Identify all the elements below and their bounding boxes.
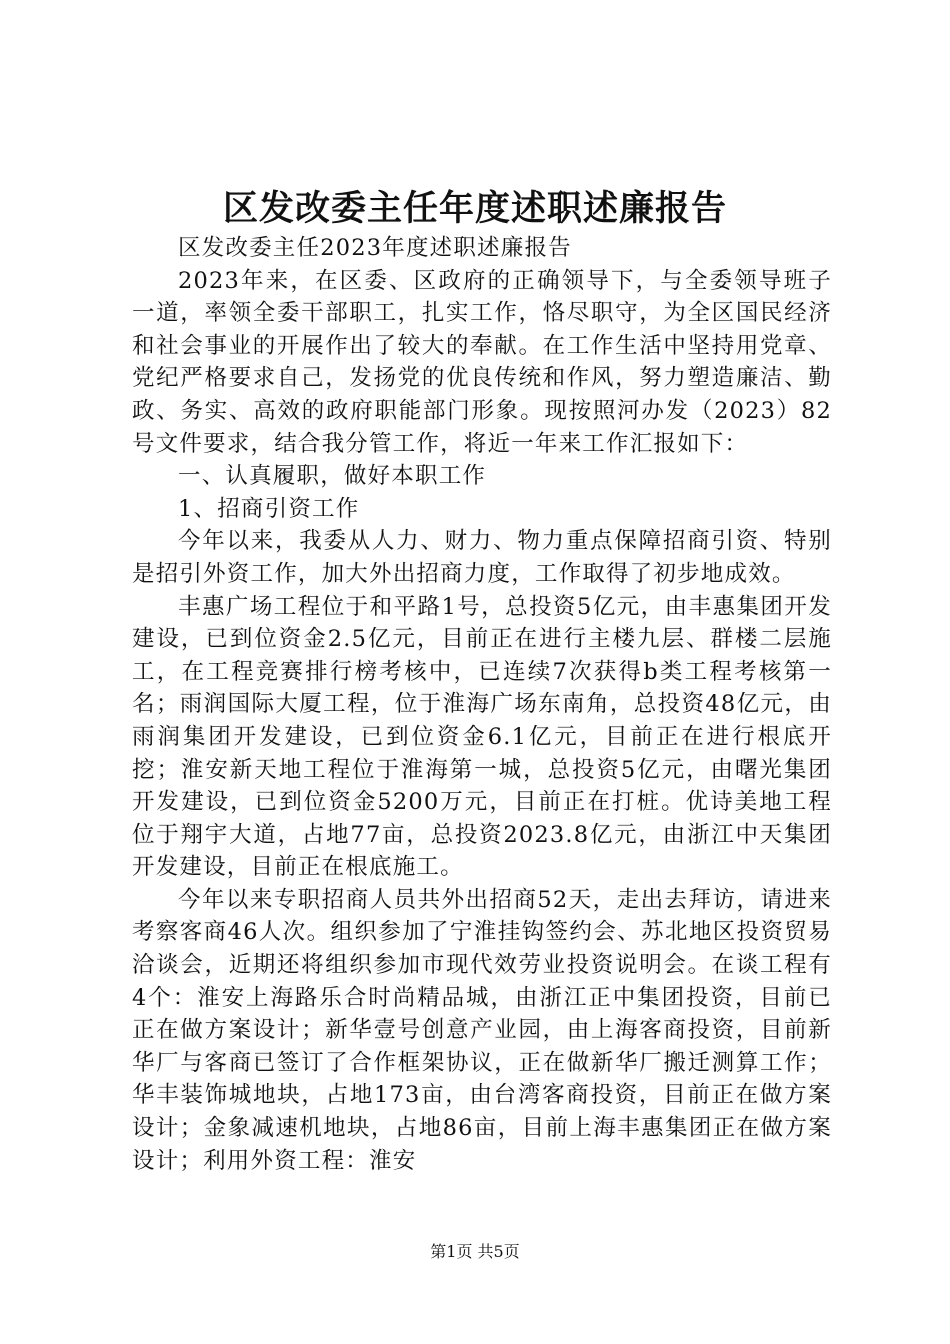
- document-title: 区发改委主任年度述职述廉报告: [222, 188, 727, 229]
- body-paragraph: 今年以来，我委从人力、财力、物力重点保障招商引资、特别是招引外资工作，加大外出招商力度，工作取得了初步地成效。: [132, 528, 832, 587]
- subsection-heading: 1、招商引资工作: [178, 495, 360, 522]
- page-number-footer: 第1页 共5页: [430, 1242, 520, 1261]
- section-heading: 一、认真履职，做好本职工作: [178, 463, 487, 490]
- subtitle-paragraph: 区发改委主任2023年度述职述廉报告: [178, 235, 572, 261]
- body-paragraph: 丰惠广场工程位于和平路1号，总投资5亿元，由丰惠集团开发建设，已到位资金2.5亿元，目前正在进行主楼九层、群楼二层施工，在工程竞赛排行榜考核中，已连续7次获得b类工程考核第一名；雨润国际大厦工程，位于淮海广场东南角，总投资48亿元，由雨润集团开发建设，已到位资金6.1亿元，目前正在进行根底开挖；淮安新天地工程位于淮海第一城，总投资5亿元，由曙光集团开发建设，已到位资金5200万元，目前正在打桩。优诗美地工程位于翔宇大道，占地77亩，总投资2023.8亿元，由浙江中天集团开发建设，目前正在根底施工。: [132, 593, 832, 881]
- intro-paragraph: 2023年来，在区委、区政府的正确领导下，与全委领导班子一道，率领全委干部职工，扎实工作，恪尽职守，为全区国民经济和社会事业的开展作出了较大的奉献。在工作生活中坚持用党章、党纪严格要求自己，发扬党的优良传统和作风，努力塑造廉洁、勤政、务实、高效的政府职能部门形象。现按照河办发（2023）82号文件要求，结合我分管工作，将近一年来工作汇报如下：: [132, 267, 832, 457]
- document-body: [132, 232, 832, 1177]
- body-paragraph: 今年以来专职招商人员共外出招商52天，走出去拜访，请进来考察客商46人次。组织参加了宁淮挂钩签约会、苏北地区投资贸易洽谈会，近期还将组织参加市现代效劳业投资说明会。在谈工程有4个：淮安上海路乐合时尚精品城，由浙江正中集团投资，目前已正在做方案设计；新华壹号创意产业园，由上海客商投资，目前新华厂与客商已签订了合作框架协议，正在做新华厂搬迁测算工作；华丰装饰城地块，占地173亩，由台湾客商投资，目前正在做方案设计；金象减速机地块，占地86亩，目前上海丰惠集团正在做方案设计；利用外资工程：淮安: [132, 886, 832, 1174]
